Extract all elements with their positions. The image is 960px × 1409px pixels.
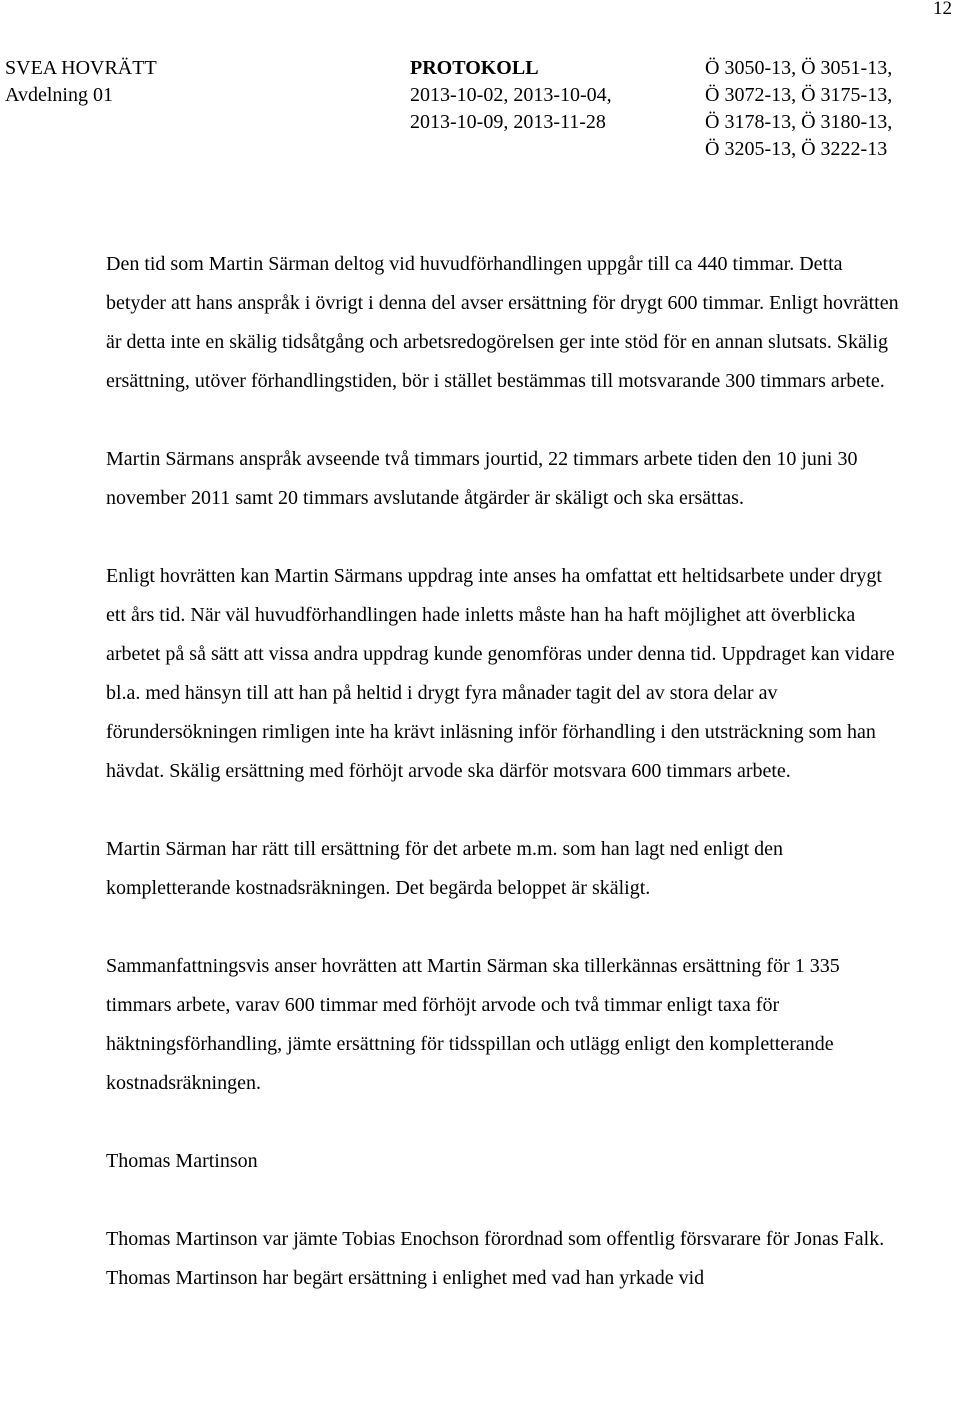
case-numbers-line-1: Ö 3050-13, Ö 3051-13, bbox=[705, 57, 893, 79]
section-heading-thomas-martinson: Thomas Martinson bbox=[106, 1150, 258, 1172]
division-name: Avdelning 01 bbox=[5, 84, 113, 106]
paragraph-martinson-claim: Thomas Martinson var jämte Tobias Enochson förordnad som offentlig försvarare för Jonas Falk. Thomas Martinson har begärt ersättning i enlighet med vad han yrkade vid bbox=[106, 1228, 885, 1289]
header-protocol-block bbox=[410, 55, 612, 136]
document-body bbox=[106, 245, 906, 1337]
page-number: 12 bbox=[933, 0, 952, 19]
paragraph-on-call-claim: Martin Särmans anspråk avseende två timmars jourtid, 22 timmars arbete tiden den 10 juni 30 november 2011 samt 20 timmars avslutande åtgärder är skäligt och ska ersättas. bbox=[106, 448, 858, 509]
paragraph-hearing-time: Den tid som Martin Särman deltog vid huvudförhandlingen uppgår till ca 440 timmar. Detta betyder att hans anspråk i övrigt i denna del avser ersättning för drygt 600 timmar. Enligt hovrätten är detta inte en skälig tidsåtgång och arbetsredogörelsen ger inte stöd för en annan slutsats. Skälig ersättning, utöver förhandlingstiden, bör i stället bestämmas till motsvarande 300 timmars arbete. bbox=[106, 253, 899, 392]
protocol-dates-line-2: 2013-10-09, 2013-11-28 bbox=[410, 111, 606, 133]
paragraph-assignment-scope: Enligt hovrätten kan Martin Särmans uppdrag inte anses ha omfattat ett heltidsarbete under drygt ett års tid. När väl huvudförhandlingen hade inletts måste han ha haft möjlighet att överblicka arbetet på så sätt att vissa andra uppdrag kunde genomföras under denna tid. Uppdraget kan vidare bl.a. med hänsyn till att han på heltid i drygt fyra månader tagit del av stora delar av förundersökningen rimligen inte ha krävt inläsning inför förhandling i den utsträckning som han hävdat. Skälig ersättning med förhöjt arvode ska därför motsvara 600 timmars arbete. bbox=[106, 565, 895, 782]
header-court-block bbox=[5, 55, 157, 109]
document-type: PROTOKOLL bbox=[410, 57, 539, 79]
case-numbers-line-4: Ö 3205-13, Ö 3222-13 bbox=[705, 138, 888, 160]
header-case-numbers-block bbox=[705, 55, 892, 163]
court-name: SVEA HOVRÄTT bbox=[5, 57, 157, 79]
case-numbers-line-2: Ö 3072-13, Ö 3175-13, bbox=[705, 84, 893, 106]
protocol-dates-line-1: 2013-10-02, 2013-10-04, bbox=[410, 84, 612, 106]
paragraph-supplementary-costs: Martin Särman har rätt till ersättning för det arbete m.m. som han lagt ned enligt den kompletterande kostnadsräkningen. Det begärda beloppet är skäligt. bbox=[106, 838, 784, 899]
case-numbers-line-3: Ö 3178-13, Ö 3180-13, bbox=[705, 111, 893, 133]
paragraph-summary: Sammanfattningsvis anser hovrätten att Martin Särman ska tillerkännas ersättning för 1 335 timmars arbete, varav 600 timmar med förhöjt arvode och två timmar enligt taxa för häktningsförhandling, jämte ersättning för tidsspillan och utlägg enligt den kompletterande kostnadsräkningen. bbox=[106, 955, 840, 1094]
